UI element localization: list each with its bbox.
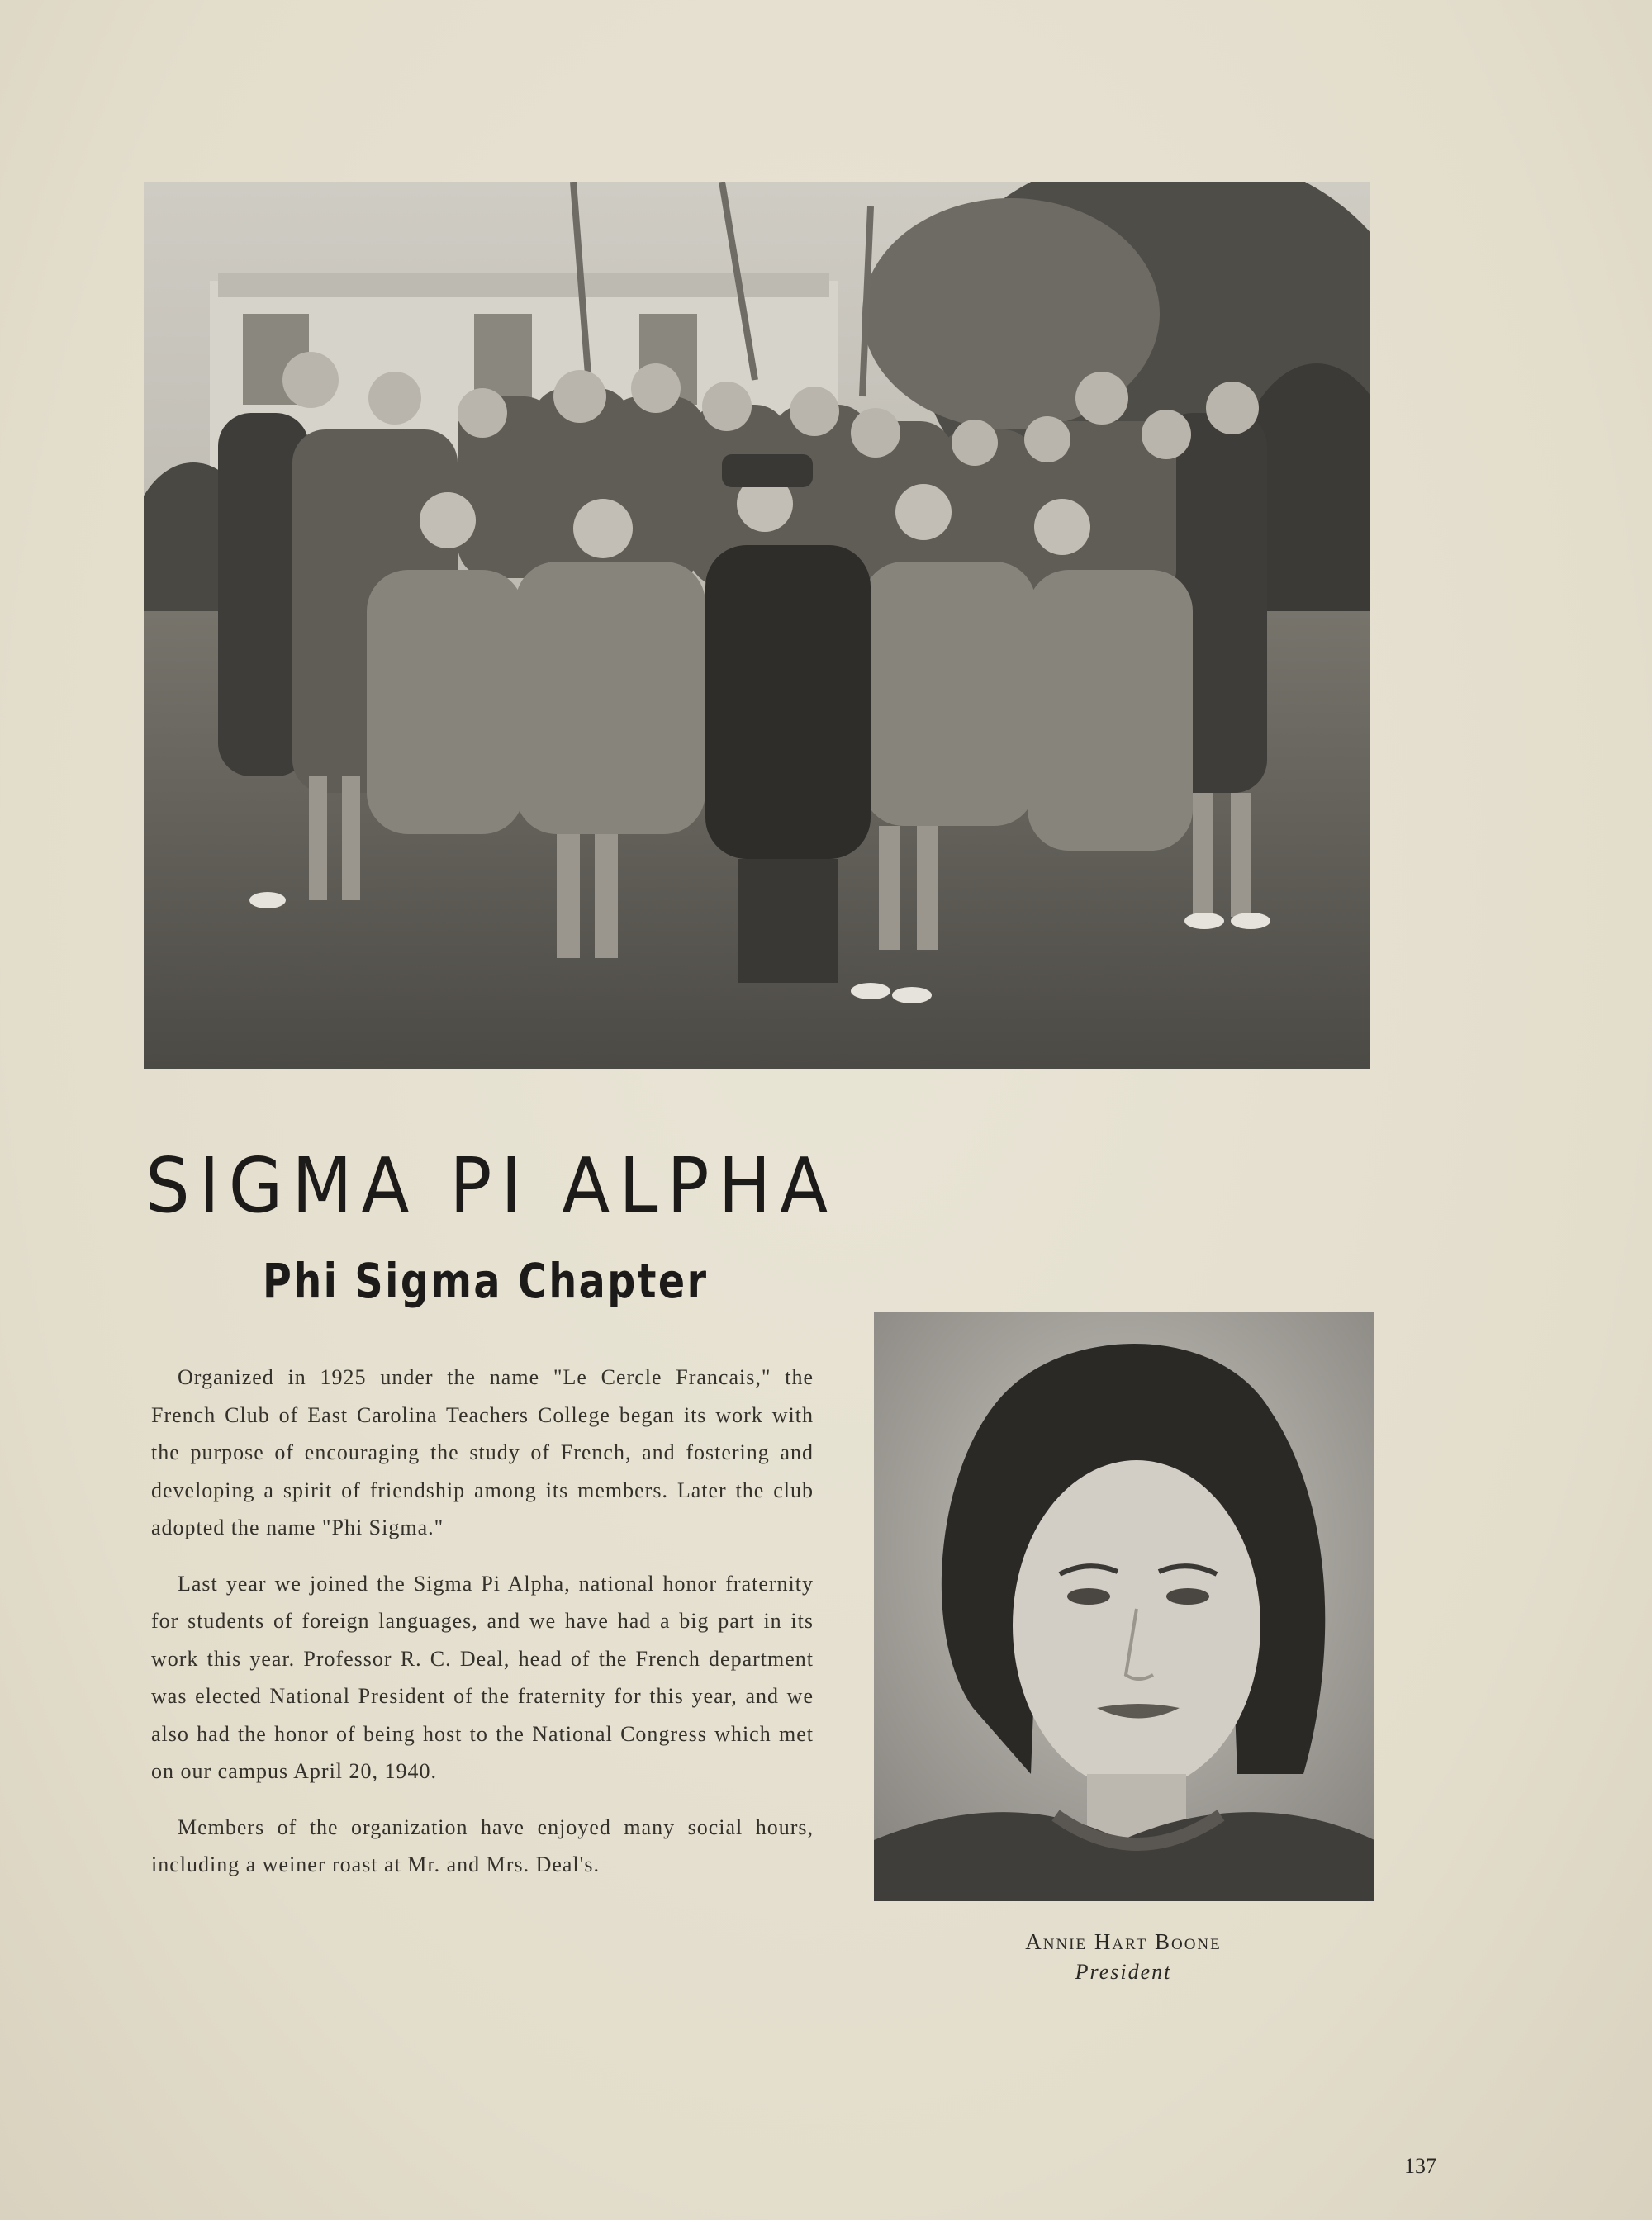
page-number: 137 [1404,2154,1436,2178]
paragraph-social: Members of the organization have enjoyed many social hours, including a weiner roast at Mr. and Mrs. Deal's. [151,1814,814,1876]
paragraph-fraternity: Last year we joined the Sigma Pi Alpha, national honor fraternity for students of foreign languages, and we have had a big part in its work this year. Professor R. C. Deal, head of the French department was elected National President of the fraternity for this year, and we also had the honor of being host to the National Congress which met on our campus April 20, 1940. [151,1571,814,1783]
page-title: SIGMA PI ALPHA [145,1141,838,1230]
portrait-caption-name: Annie Hart Boone [1025,1929,1222,1954]
article-body [151,1359,814,1902]
paragraph-history: Organized in 1925 under the name "Le Cercle Francais," the French Club of East Carolina Teachers College began its work with the purpose of encouraging the study of French, and fostering and developing a spirit of friendship among its members. Later the club adopted the name "Phi Sigma." [151,1365,814,1539]
chapter-subtitle: Phi Sigma Chapter [263,1253,709,1309]
group-photo [144,182,1370,1069]
portrait-image [874,1312,1374,1901]
president-portrait [874,1312,1374,1901]
group-photo-image [144,182,1370,1069]
portrait-caption-role: President [1075,1960,1172,1984]
